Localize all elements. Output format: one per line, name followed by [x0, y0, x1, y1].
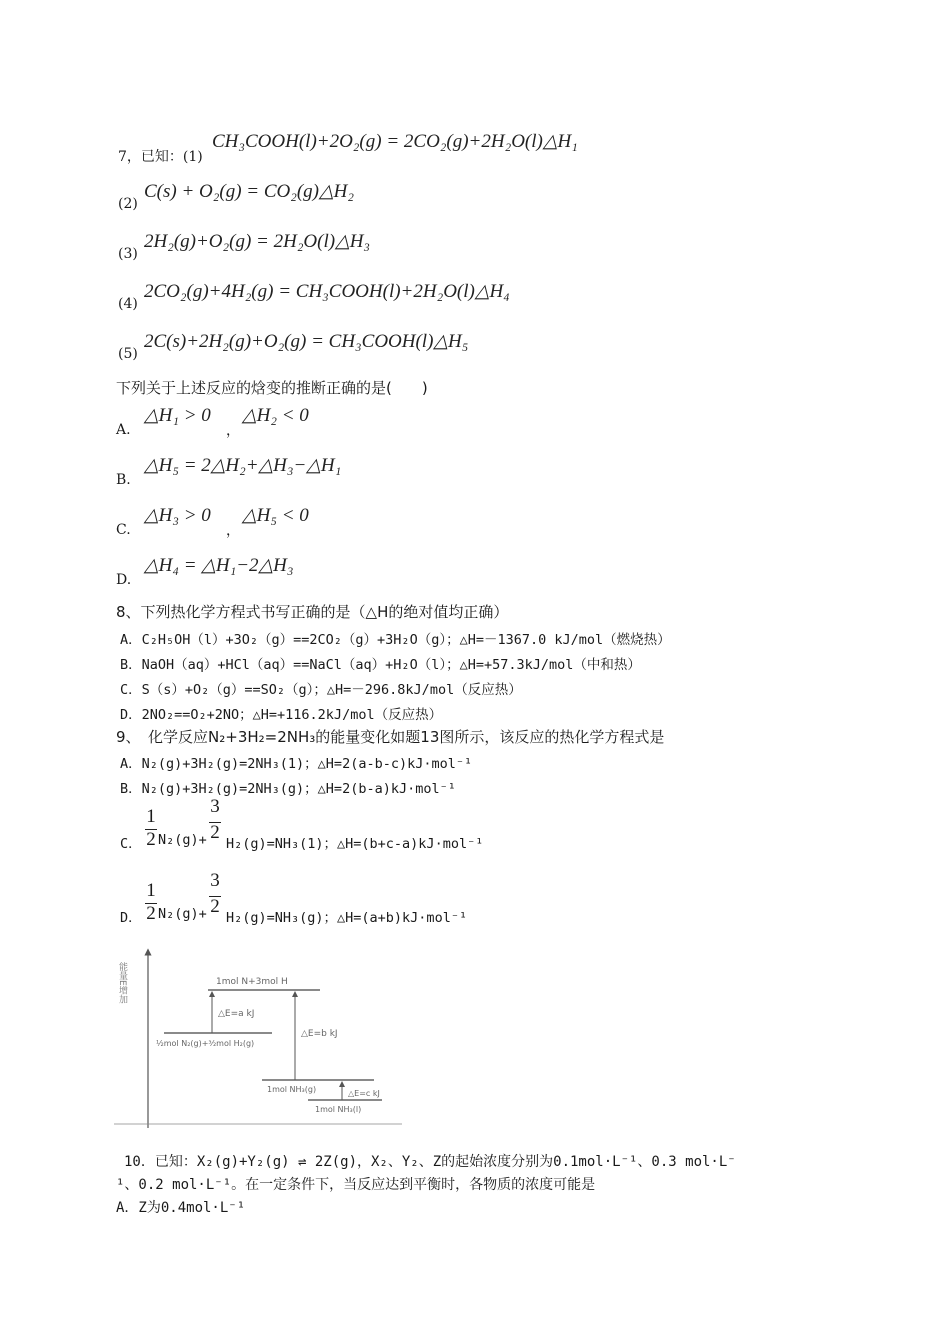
- level-reactants-label: ½mol N₂(g)+³⁄₂mol H₂(g): [156, 1039, 255, 1048]
- arrow-c-label: △E=c kJ: [348, 1089, 380, 1098]
- q7-option-c-label: C.: [116, 522, 131, 538]
- q9-question: 9、 化学反应N₂+3H₂=2NH₃的能量变化如题13图所示，该反应的热化学方程式是: [116, 728, 665, 746]
- q9-option-b: B．N₂(g)+3H₂(g)=2NH₃(g)；△H=2(b-a)kJ·mol⁻¹: [120, 781, 456, 797]
- q10-line1: 10．已知：X₂(g)+Y₂(g) ⇌ 2Z(g)，X₂、Y₂、Z的起始浓度分别为0.1mol·L⁻¹、0.3 mol·L⁻: [124, 1154, 736, 1170]
- q7-option-a-math: △H₁ > 0: [144, 405, 211, 426]
- q10-option-a: A．Z为0.4mol·L⁻¹: [116, 1200, 246, 1216]
- q8-option-d: D．2NO₂==O₂+2NO；△H=+116.2kJ/mol（反应热）: [120, 707, 443, 723]
- q9-option-d-label: D．: [120, 910, 142, 926]
- q9-option-d-threehalf-den: 2: [210, 896, 220, 917]
- q9-option-d-part1: N₂(g)+: [158, 906, 207, 922]
- q9-option-c-part1: N₂(g)+: [158, 832, 207, 848]
- q9-option-a: A．N₂(g)+3H₂(g)=2NH₃(1)；△H=2(a-b-c)kJ·mol⁻¹: [120, 756, 473, 772]
- q7-option-d-math: △H₄ = △H₁−2△H₃: [144, 555, 294, 576]
- q7-eq4: 2CO₂(g)+4H₂(g) = CH₃COOH(l)+2H₂O(l)△H₄: [144, 281, 510, 302]
- q7-num4: (4): [118, 296, 138, 312]
- q7-intro: 7，已知：(1): [118, 149, 203, 165]
- q7-eq2: C(s) + O₂(g) = CO₂(g)△H₂: [144, 181, 354, 202]
- q8-option-c: C．S（s）+O₂（g）==SO₂（g）；△H=－296.8kJ/mol（反应热）: [120, 682, 522, 698]
- q7-option-c-math2: △H₅ < 0: [242, 505, 309, 526]
- q7-option-b-math: △H₅ = 2△H₂+△H₃−△H₁: [144, 455, 342, 476]
- q9-option-d-half-num: 1: [146, 880, 156, 901]
- q7-option-c-sep: ，: [226, 523, 240, 539]
- q9-option-d-half-den: 2: [146, 903, 156, 924]
- q9-option-d-threehalf-num: 3: [210, 870, 220, 891]
- q7-option-b-label: B.: [116, 472, 131, 488]
- q7-option-a-math2: △H₂ < 0: [242, 405, 309, 426]
- q8-option-b: B．NaOH（aq）+HCl（aq）==NaCl（aq）+H₂O（l）；△H=+57.3kJ/mol（中和热）: [120, 657, 641, 673]
- q7-eq3: 2H₂(g)+O₂(g) = 2H₂O(l)△H₃: [144, 231, 371, 252]
- q7-num5: (5): [118, 346, 138, 362]
- q10-line2: ¹、0.2 mol·L⁻¹。在一定条件下，当反应达到平衡时，各物质的浓度可能是: [116, 1177, 596, 1193]
- q7-num2: (2): [118, 196, 138, 212]
- q7-option-a-sep: ，: [226, 423, 240, 439]
- q9-option-c-threehalf-den: 2: [210, 822, 220, 843]
- q7-eq5: 2C(s)+2H₂(g)+O₂(g) = CH₃COOH(l)△H₅: [144, 331, 469, 352]
- q8-question: 8、下列热化学方程式书写正确的是（△H的绝对值均正确）: [116, 603, 509, 621]
- q9-option-c-label: C．: [120, 836, 142, 852]
- q7-eq1: CH₃COOH(l)+2O₂(g) = 2CO₂(g)+2H₂O(l)△H₁: [212, 131, 578, 152]
- energy-axis-label: 能量E增加: [117, 962, 127, 1004]
- q8-option-a: A．C₂H₅OH（l）+3O₂（g）==2CO₂（g）+3H₂O（g）；△H=－1367.0 kJ/mol（燃烧热）: [120, 632, 671, 648]
- level-atoms-label: 1mol N+3mol H: [216, 977, 288, 987]
- energy-level-diagram: [112, 944, 407, 1129]
- arrow-b-label: △E=b kJ: [301, 1029, 338, 1039]
- arrow-a-label: △E=a kJ: [218, 1009, 255, 1019]
- level-nh3-gas-label: 1mol NH₃(g): [267, 1085, 317, 1094]
- q9-option-d-part2: H₂(g)=NH₃(g)；△H=(a+b)kJ·mol⁻¹: [226, 910, 468, 926]
- q7-option-d-label: D.: [116, 572, 132, 588]
- q7-num3: (3): [118, 246, 138, 262]
- q9-option-c-half-num: 1: [146, 806, 156, 827]
- q9-option-c-half-den: 2: [146, 829, 156, 850]
- q7-option-c-math: △H₃ > 0: [144, 505, 211, 526]
- q9-option-c-part2: H₂(g)=NH₃(1)；△H=(b+c-a)kJ·mol⁻¹: [226, 836, 484, 852]
- q7-option-a-label: A.: [116, 422, 131, 438]
- level-nh3-liquid-label: 1mol NH₃(l): [315, 1105, 362, 1114]
- q9-option-c-threehalf-num: 3: [210, 796, 220, 817]
- q7-question: 下列关于上述反应的焓变的推断正确的是( ): [116, 379, 428, 397]
